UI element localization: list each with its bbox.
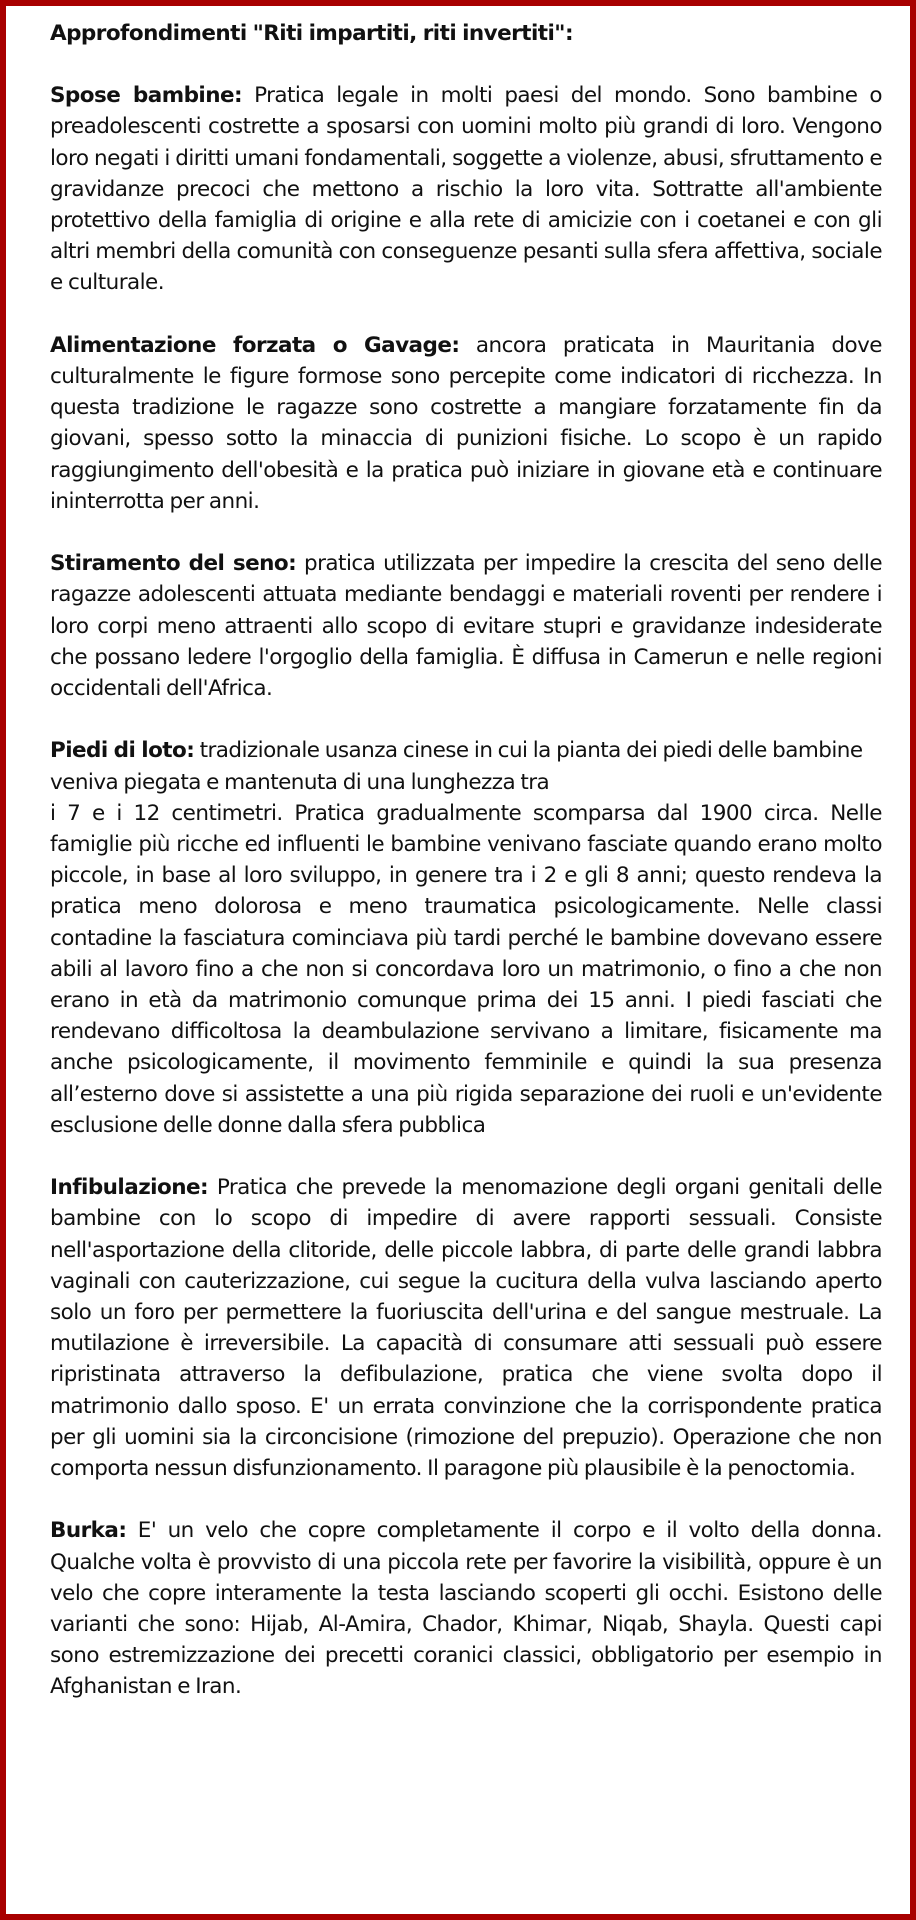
section-text-line1: tradizionale usanza cinese in cui la pianta dei piedi delle bambine veniva piegata e mantenuta di una lunghezza tra <box>50 738 863 795</box>
section-term: Infibulazione: <box>50 1175 209 1201</box>
section-spose-bambine <box>50 80 882 298</box>
section-text: Pratica legale in molti paesi del mondo. Sono bambine o preadolescenti costrette a sposarsi con uomini molto più grandi di loro. Vengono loro negati i diritti umani fondamentali, soggette a violenze, abusi, sfruttamento e gravidanze precoci che mettono a rischio la loro vita. Sottratte all'ambiente protettivo della famiglia di origine e alla rete di amicizie con i coetanei e con gli altri membri della comunità con conseguenze pesanti sulla sfera affettiva, sociale e culturale. <box>50 83 882 296</box>
section-term: Spose bambine: <box>50 83 243 109</box>
section-text: i 7 e i 12 centimetri. Pratica gradualmente scomparsa dal 1900 circa. Nelle famiglie più ricche ed influenti le bambine venivano fasciate quando erano molto piccole, in base al loro sviluppo, in genere tra i 2 e gli 8 anni; questo rendeva la pratica meno dolorosa e meno traumatica psicologicamente. Nelle classi contadine la fasciatura cominciava più tardi perché le bambine dovevano essere abili al lavoro fino a che non si concordava loro un matrimonio, o fino a che non erano in età da matrimonio comunque prima dei 15 anni. I piedi fasciati che rendevano difficoltosa la deambulazione servivano a limitare, fisicamente ma anche psicologicamente, il movimento femminile e quindi la sua presenza all’esterno dove si assistette a una più rigida separazione dei ruoli e un'evidente esclusione delle donne dalla sfera pubblica <box>50 800 882 1138</box>
section-text: ancora praticata in Mauritania dove culturalmente le figure formose sono percepite come indicatori di ricchezza. In questa tradizione le ragazze sono costrette a mangiare forzatamente fin da giovani, spesso sotto la minaccia di punizioni fisiche. Lo scopo è un rapido raggiungimento dell'obesità e la pratica può iniziare in giovane età e continuare ininterrotta per anni. <box>50 332 882 514</box>
section-infibulazione <box>50 1172 882 1484</box>
section-first-line <box>50 735 882 797</box>
section-burka <box>50 1515 882 1702</box>
section-stiramento-seno <box>50 548 882 704</box>
section-term: Stiramento del seno: <box>50 551 297 577</box>
document-title: Approfondimenti "Riti impartiti, riti invertiti": <box>50 21 574 46</box>
document-body <box>50 18 882 1734</box>
section-piedi-di-loto <box>50 735 882 1141</box>
section-term: Alimentazione forzata o Gavage: <box>50 332 460 358</box>
section-text: Pratica che prevede la menomazione degli organi genitali delle bambine con lo scopo di impedire di avere rapporti sessuali. Consiste nell'asportazione della clitoride, delle piccole labbra, di parte delle grandi labbra vaginali con cauterizzazione, cui segue la cucitura della vulva lasciando aperto solo un foro per permettere la fuoriuscita dell'urina e del sangue mestruale. La mutilazione è irreversibile. La capacità di consumare atti sessuali può essere ripristinata attraverso la defibulazione, pratica che viene svolta dopo il matrimonio dallo sposo. E' un errata convinzione che la corrispondente pratica per gli uomini sia la circoncisione (rimozione del prepuzio). Operazione che non comporta nessun disfunzionamento. Il paragone più plausibile è la penoctomia. <box>50 1175 882 1482</box>
section-text: pratica utilizzata per impedire la crescita del seno delle ragazze adolescenti attuata mediante bendaggi e materiali roventi per rendere i loro corpi meno attraenti allo scopo di evitare stupri e gravidanze indesiderate che possano ledere l'orgoglio della famiglia. È diffusa in Camerun e nelle regioni occidentali dell'Africa. <box>50 551 882 702</box>
section-text: E' un velo che copre completamente il corpo e il volto della donna. Qualche volta è provvisto di una piccola rete per favorire la visibilità, oppure è un velo che copre interamente la testa lasciando scoperti gli occhi. Esistono delle varianti che sono: Hijab, Al-Amira, Chador, Khimar, Niqab, Shayla. Questi capi sono estremizzazione dei precetti coranici classici, obbligatorio per esempio in Afghanistan e Iran. <box>50 1518 882 1700</box>
section-gavage <box>50 330 882 517</box>
section-term: Piedi di loto: <box>50 738 195 764</box>
section-term: Burka: <box>50 1518 127 1544</box>
